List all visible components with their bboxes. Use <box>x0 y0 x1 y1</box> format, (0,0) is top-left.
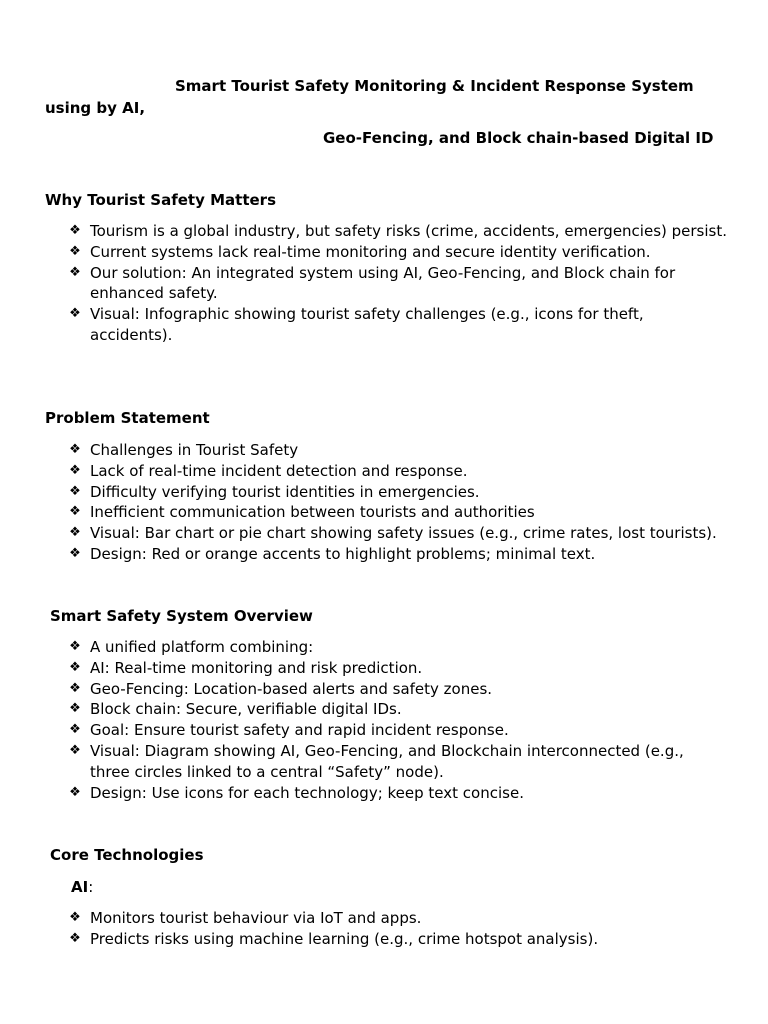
list-item <box>0 929 768 950</box>
list-item <box>0 544 768 565</box>
diamond-bullet-icon: ❖ <box>69 680 81 696</box>
list-item-text: Lack of real-time incident detection and response. <box>90 461 468 480</box>
list-item <box>0 440 768 461</box>
section-heading-why-tourist-safety: Why Tourist Safety Matters <box>45 191 276 209</box>
list-item-text: Tourism is a global industry, but safety risks (crime, accidents, emergencies) persist. <box>90 222 727 240</box>
list-item-text: Design: Red or orange accents to highlight problems; minimal text. <box>90 544 596 563</box>
diamond-bullet-icon: ❖ <box>69 701 81 717</box>
list-item-text: Design: Use icons for each technology; keep text concise. <box>90 783 524 802</box>
diamond-bullet-icon: ❖ <box>69 639 81 654</box>
list-item <box>0 783 768 804</box>
diamond-bullet-icon: ❖ <box>69 306 81 322</box>
bullet-list-system-overview <box>0 637 768 803</box>
diamond-bullet-icon: ❖ <box>69 784 81 800</box>
list-item-text: Current systems lack real-time monitoring and secure identity verification. <box>90 242 651 261</box>
list-item <box>0 502 768 523</box>
list-item <box>0 699 768 720</box>
diamond-bullet-icon: ❖ <box>69 742 81 758</box>
list-item <box>0 658 768 679</box>
diamond-bullet-icon: ❖ <box>69 504 81 520</box>
section-heading-core-technologies: Core Technologies <box>50 846 204 864</box>
list-item <box>0 741 768 783</box>
section-heading-system-overview: Smart Safety System Overview <box>50 607 313 625</box>
bullet-list-why-tourist-safety <box>0 221 768 346</box>
list-item-text: Difficulty verifying tourist identities in emergencies. <box>90 482 480 501</box>
list-item-text: Monitors tourist behaviour via IoT and apps. <box>90 909 422 927</box>
diamond-bullet-icon: ❖ <box>69 659 81 675</box>
list-item <box>0 461 768 482</box>
sub-heading-suffix: : <box>88 878 94 896</box>
list-item-text: Visual: Diagram showing AI, Geo-Fencing, and Blockchain interconnected (e.g., three circles linked to a central “Safety” node). <box>90 741 684 781</box>
diamond-bullet-icon: ❖ <box>69 442 81 457</box>
list-item-text: Geo-Fencing: Location-based alerts and safety zones. <box>90 679 493 698</box>
list-item-text: Goal: Ensure tourist safety and rapid incident response. <box>90 721 509 740</box>
diamond-bullet-icon: ❖ <box>69 483 81 499</box>
diamond-bullet-icon: ❖ <box>69 462 81 478</box>
list-item <box>0 720 768 741</box>
bullet-list-problem-statement <box>0 440 768 565</box>
list-item-text: Our solution: An integrated system using AI, Geo-Fencing, and Block chain for enhanced safety. <box>90 263 676 303</box>
diamond-bullet-icon: ❖ <box>69 545 81 561</box>
section-heading-problem-statement: Problem Statement <box>45 409 210 427</box>
list-item-text: Visual: Infographic showing tourist safety challenges (e.g., icons for theft, accidents). <box>90 305 644 344</box>
document-title-line-1: Smart Tourist Safety Monitoring & Incident Response System <box>175 77 694 95</box>
list-item <box>0 908 768 929</box>
list-item-text: Visual: Bar chart or pie chart showing safety issues (e.g., crime rates, lost tourists). <box>90 524 717 543</box>
list-item <box>0 523 768 544</box>
list-item <box>0 637 768 658</box>
list-item-text: Inefficient communication between tourists and authorities <box>90 503 535 522</box>
diamond-bullet-icon: ❖ <box>69 243 81 259</box>
list-item <box>0 263 768 305</box>
diamond-bullet-icon: ❖ <box>69 722 81 738</box>
list-item <box>0 304 768 346</box>
diamond-bullet-icon: ❖ <box>69 264 81 280</box>
list-item <box>0 482 768 503</box>
list-item <box>0 242 768 263</box>
list-item-text: Predicts risks using machine learning (e.g., crime hotspot analysis). <box>90 929 599 948</box>
diamond-bullet-icon: ❖ <box>69 930 81 946</box>
list-item-text: A unified platform combining: <box>90 638 314 656</box>
diamond-bullet-icon: ❖ <box>69 223 81 238</box>
list-item-text: Block chain: Secure, verifiable digital IDs. <box>90 700 402 719</box>
document-title-line-2: using by AI, <box>45 99 146 117</box>
sub-heading-label: AI <box>71 878 89 896</box>
list-item-text: Challenges in Tourist Safety <box>90 441 299 459</box>
document-title-line-3: Geo-Fencing, and Block chain-based Digital ID <box>323 129 714 147</box>
sub-heading-ai <box>71 878 93 896</box>
bullet-list-core-technologies <box>0 908 768 950</box>
diamond-bullet-icon: ❖ <box>69 525 81 541</box>
diamond-bullet-icon: ❖ <box>69 910 81 925</box>
list-item <box>0 221 768 242</box>
list-item-text: AI: Real-time monitoring and risk prediction. <box>90 658 423 677</box>
list-item <box>0 679 768 700</box>
